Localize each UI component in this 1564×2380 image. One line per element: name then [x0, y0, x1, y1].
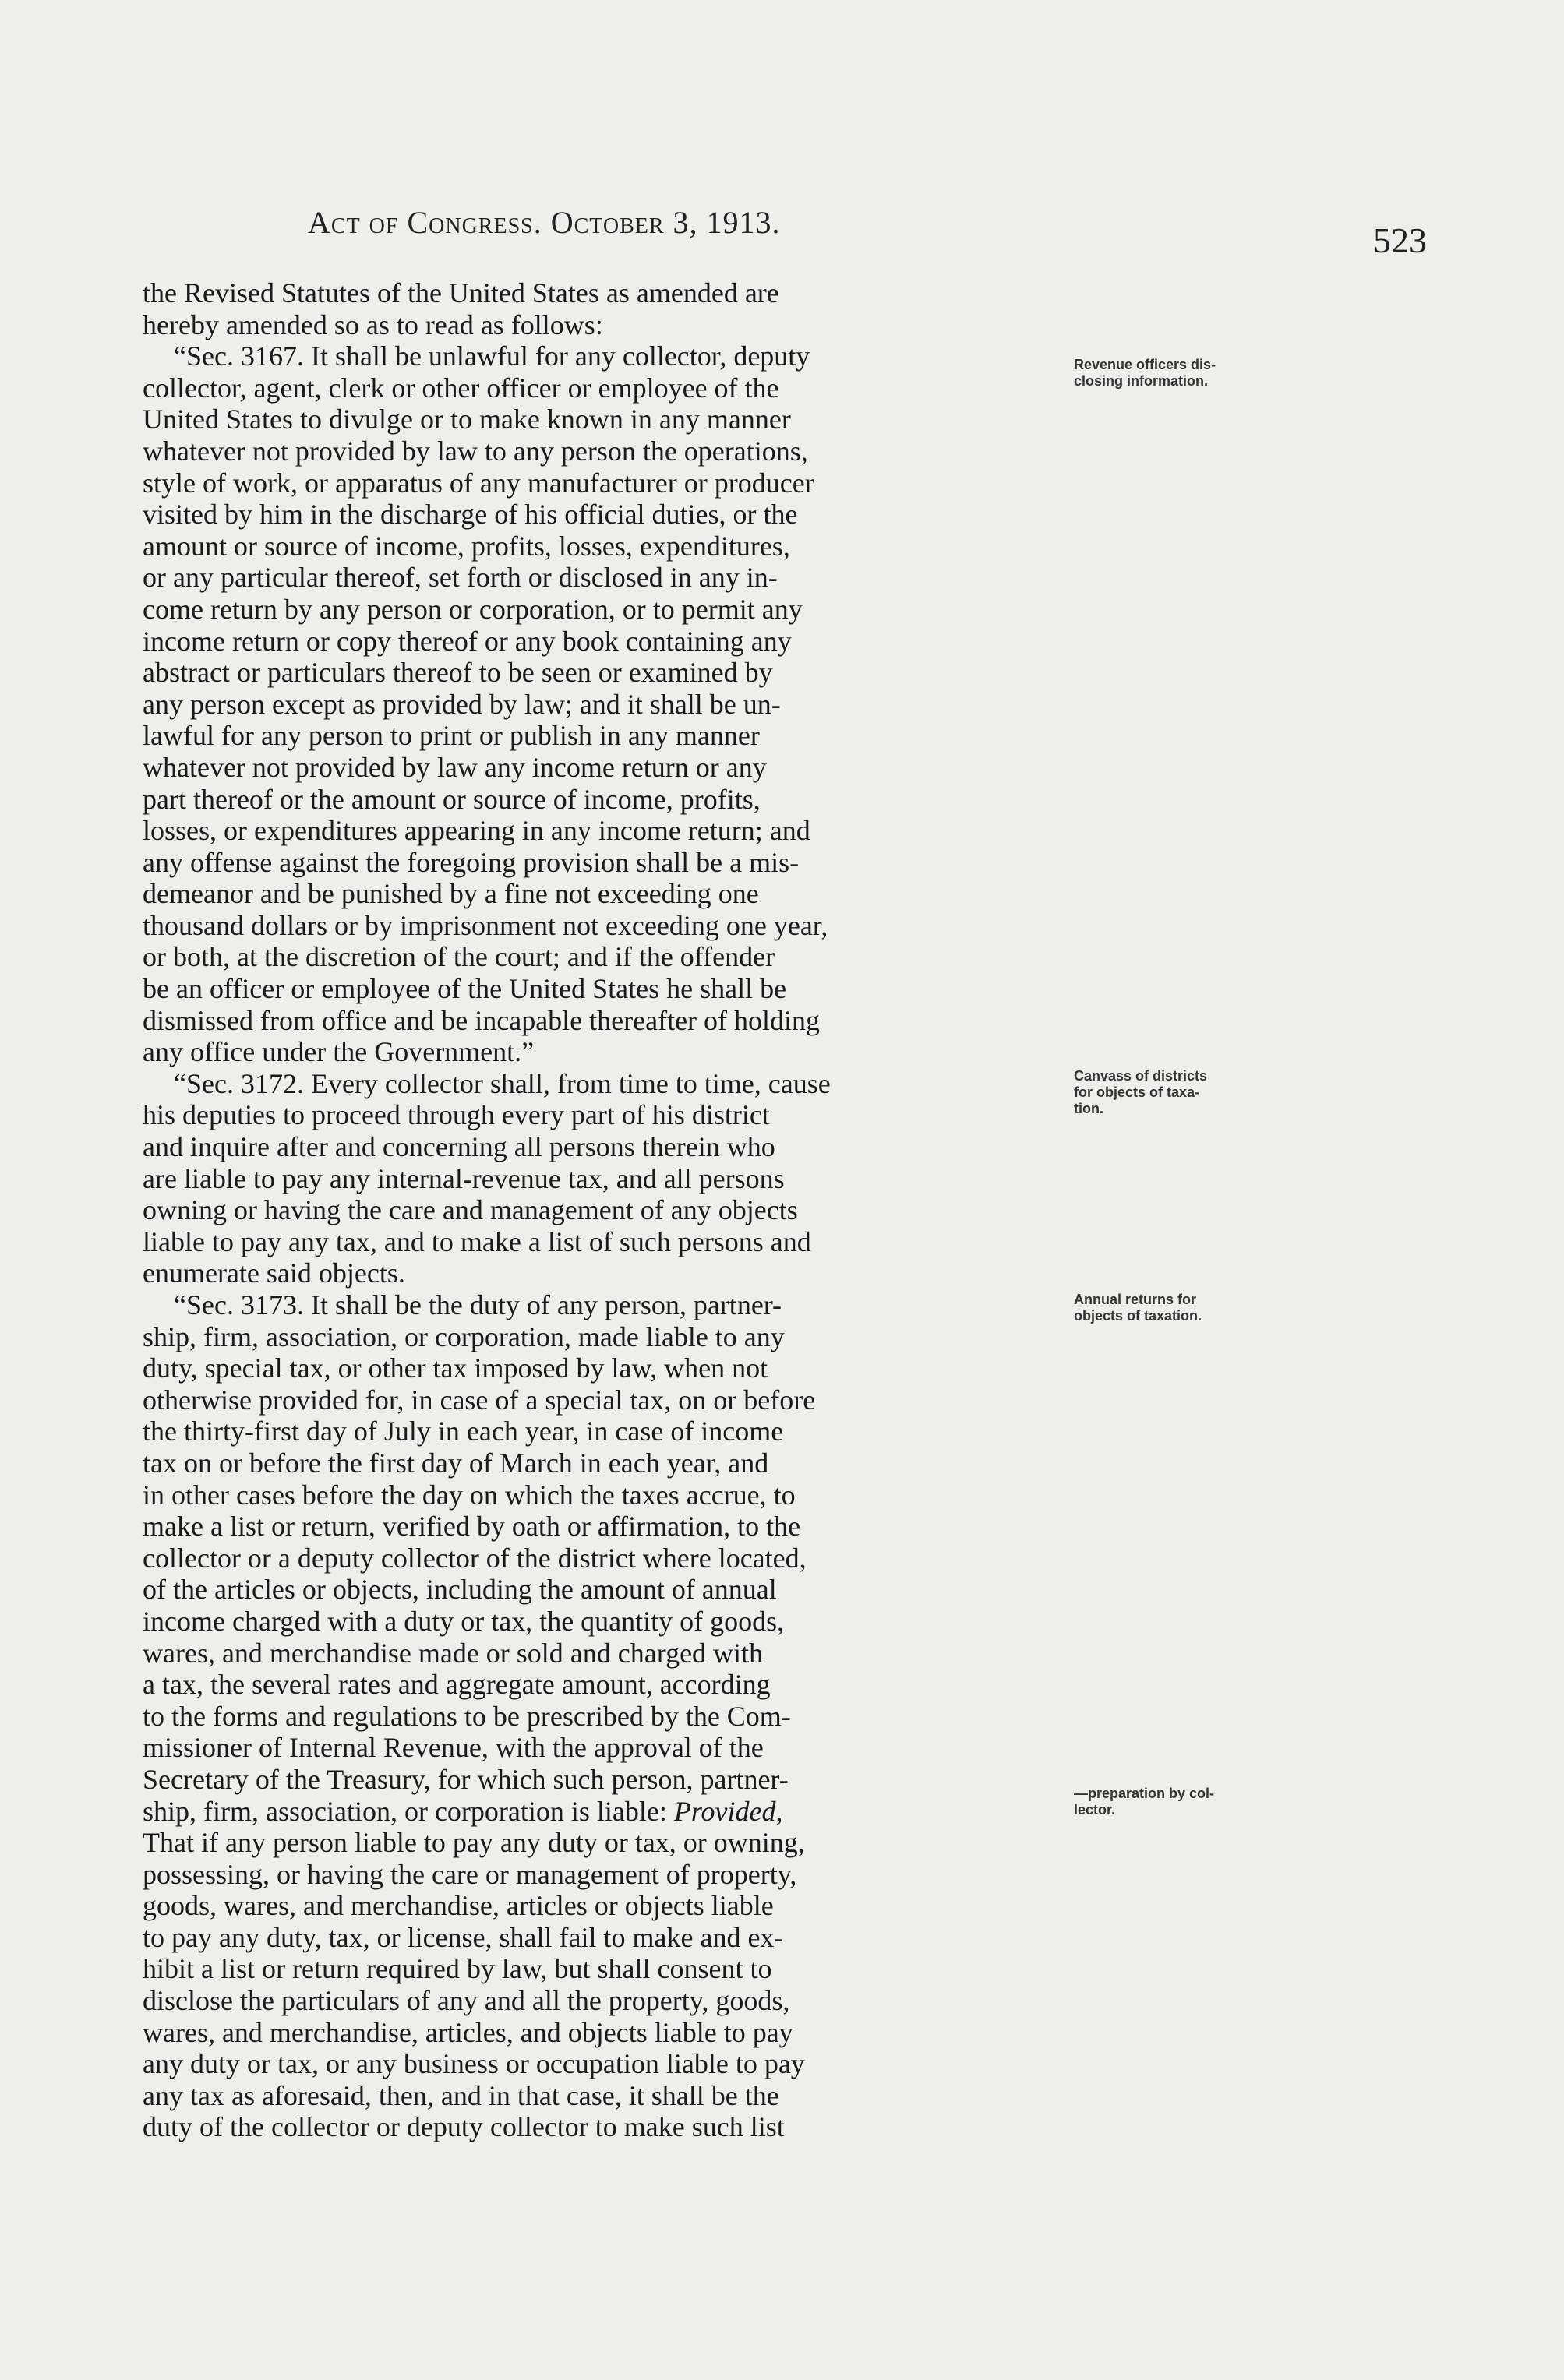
margin-note-line: —preparation by col- [1074, 1786, 1215, 1801]
text-line: style of work, or apparatus of any manufacturer or producer [143, 467, 814, 499]
text-line: whatever not provided by law any income return or any [143, 751, 767, 783]
text-line: be an officer or employee of the United States he shall be [143, 973, 787, 1005]
text-line: enumerate said objects. [143, 1257, 405, 1289]
statute-text [143, 277, 1066, 2143]
section-3173-start: “Sec. 3173. It shall be the duty of any person, partner- [174, 1289, 782, 1320]
text-line: hibit a list or return required by law, but shall consent to [143, 1953, 772, 1985]
text-line: his deputies to proceed through every part of his district [143, 1099, 770, 1131]
text-line: thousand dollars or by imprisonment not exceeding one year, [143, 909, 828, 941]
text-line: come return by any person or corporation, or to permit any [143, 593, 803, 625]
text-line: are liable to pay any internal-revenue tax, and all persons [143, 1162, 785, 1194]
text-line: United States to divulge or to make known in any manner [143, 404, 791, 435]
margin-note-annual-returns [1074, 1292, 1323, 1324]
text-line: collector, agent, clerk or other officer or employee of the [143, 372, 779, 404]
text-line: a tax, the several rates and aggregate amount, according [143, 1669, 771, 1701]
text-line: to the forms and regulations to be prescribed by the Com- [143, 1700, 791, 1732]
text-line: lawful for any person to print or publish in any manner [143, 720, 760, 752]
text-line: whatever not provided by law to any person the operations, [143, 435, 808, 467]
text-line: make a list or return, verified by oath or affirmation, to the [143, 1511, 801, 1543]
text-line: to pay any duty, tax, or license, shall fail to make and ex- [143, 1921, 784, 1953]
text-line: Secretary of the Treasury, for which such person, partner- [143, 1763, 789, 1795]
section-3167-start: “Sec. 3167. It shall be unlawful for any collector, deputy [174, 340, 810, 372]
text-line: income charged with a duty or tax, the quantity of goods, [143, 1605, 785, 1637]
text-line: missioner of Internal Revenue, with the approval of the [143, 1732, 764, 1764]
text-line: duty, special tax, or other tax imposed by law, when not [143, 1352, 768, 1384]
text-line: ship, firm, association, or corporation, made liable to any [143, 1320, 785, 1352]
text-line: any offense against the foregoing provision shall be a mis- [143, 846, 800, 878]
text-line: any duty or tax, or any business or occupation liable to pay [143, 2048, 805, 2080]
text-line: the Revised Statutes of the United States as amended are [143, 277, 779, 309]
running-head: Act of Congress. October 3, 1913. [308, 205, 781, 240]
margin-note-line: Annual returns for [1074, 1292, 1197, 1307]
text-line: collector or a deputy collector of the district where located, [143, 1542, 807, 1574]
proviso-word: Provided, [673, 1795, 783, 1827]
text-line: any office under the Government.” [143, 1036, 535, 1068]
text-line: part thereof or the amount or source of income, profits, [143, 783, 761, 815]
margin-note-line: lector. [1074, 1802, 1116, 1818]
margin-note-canvass-districts [1074, 1068, 1323, 1117]
section-3172-start: “Sec. 3172. Every collector shall, from time to time, cause [174, 1067, 831, 1099]
text-line: duty of the collector or deputy collector to make such list [143, 2111, 785, 2143]
margin-note-line: objects of taxation. [1074, 1308, 1202, 1324]
text-line: any person except as provided by law; and it shall be un- [143, 688, 781, 720]
margin-note-revenue-officers [1074, 357, 1323, 390]
text-line: That if any person liable to pay any duty or tax, or owning, [143, 1827, 805, 1859]
proviso-line [143, 1796, 1066, 1828]
text-line: dismissed from office and be incapable thereafter of holding [143, 1004, 821, 1036]
page-number: 523 [1373, 220, 1427, 260]
margin-note-line: Revenue officers dis- [1074, 357, 1216, 372]
text-line: tax on or before the first day of March in each year, and [143, 1447, 769, 1479]
text-line: of the articles or objects, including the amount of annual [143, 1574, 777, 1606]
text-line: possessing, or having the care or management of property, [143, 1858, 797, 1890]
text-line: goods, wares, and merchandise, articles or objects liable [143, 1890, 774, 1922]
margin-note-line: for objects of taxa- [1074, 1084, 1200, 1100]
text-line: losses, or expenditures appearing in any income return; and [143, 815, 810, 847]
margin-note-line: tion. [1074, 1101, 1103, 1116]
text-line: hereby amended so as to read as follows: [143, 309, 603, 340]
margin-note-preparation-by-collector [1074, 1786, 1323, 1818]
text-line: and inquire after and concerning all persons therein who [143, 1131, 775, 1163]
text-line: otherwise provided for, in case of a special tax, on or before [143, 1384, 816, 1416]
text-line: in other cases before the day on which the taxes accrue, to [143, 1479, 796, 1511]
text-line: liable to pay any tax, and to make a list of such persons and [143, 1225, 811, 1257]
text-line: disclose the particulars of any and all the property, goods, [143, 1985, 790, 2017]
margin-note-line: Canvass of districts [1074, 1068, 1208, 1084]
text-line: amount or source of income, profits, losses, expenditures, [143, 530, 790, 562]
text-line: the thirty-first day of July in each year, in case of income [143, 1416, 784, 1447]
text-line: wares, and merchandise, articles, and objects liable to pay [143, 2016, 793, 2048]
text-line: income return or copy thereof or any book containing any [143, 625, 792, 657]
margin-note-line: closing information. [1074, 373, 1209, 389]
text-line: wares, and merchandise made or sold and charged with [143, 1637, 764, 1669]
text-line: visited by him in the discharge of his official duties, or the [143, 499, 798, 531]
text-line: owning or having the care and management of any objects [143, 1194, 798, 1226]
text-line: abstract or particulars thereof to be seen or examined by [143, 657, 773, 689]
text-segment: ship, firm, association, or corporation is liable: [143, 1795, 674, 1827]
text-line: demeanor and be punished by a fine not exceeding one [143, 878, 759, 910]
text-line: or both, at the discretion of the court; and if the offender [143, 941, 775, 973]
text-line: or any particular thereof, set forth or disclosed in any in- [143, 562, 778, 594]
text-line: any tax as aforesaid, then, and in that case, it shall be the [143, 2079, 779, 2111]
